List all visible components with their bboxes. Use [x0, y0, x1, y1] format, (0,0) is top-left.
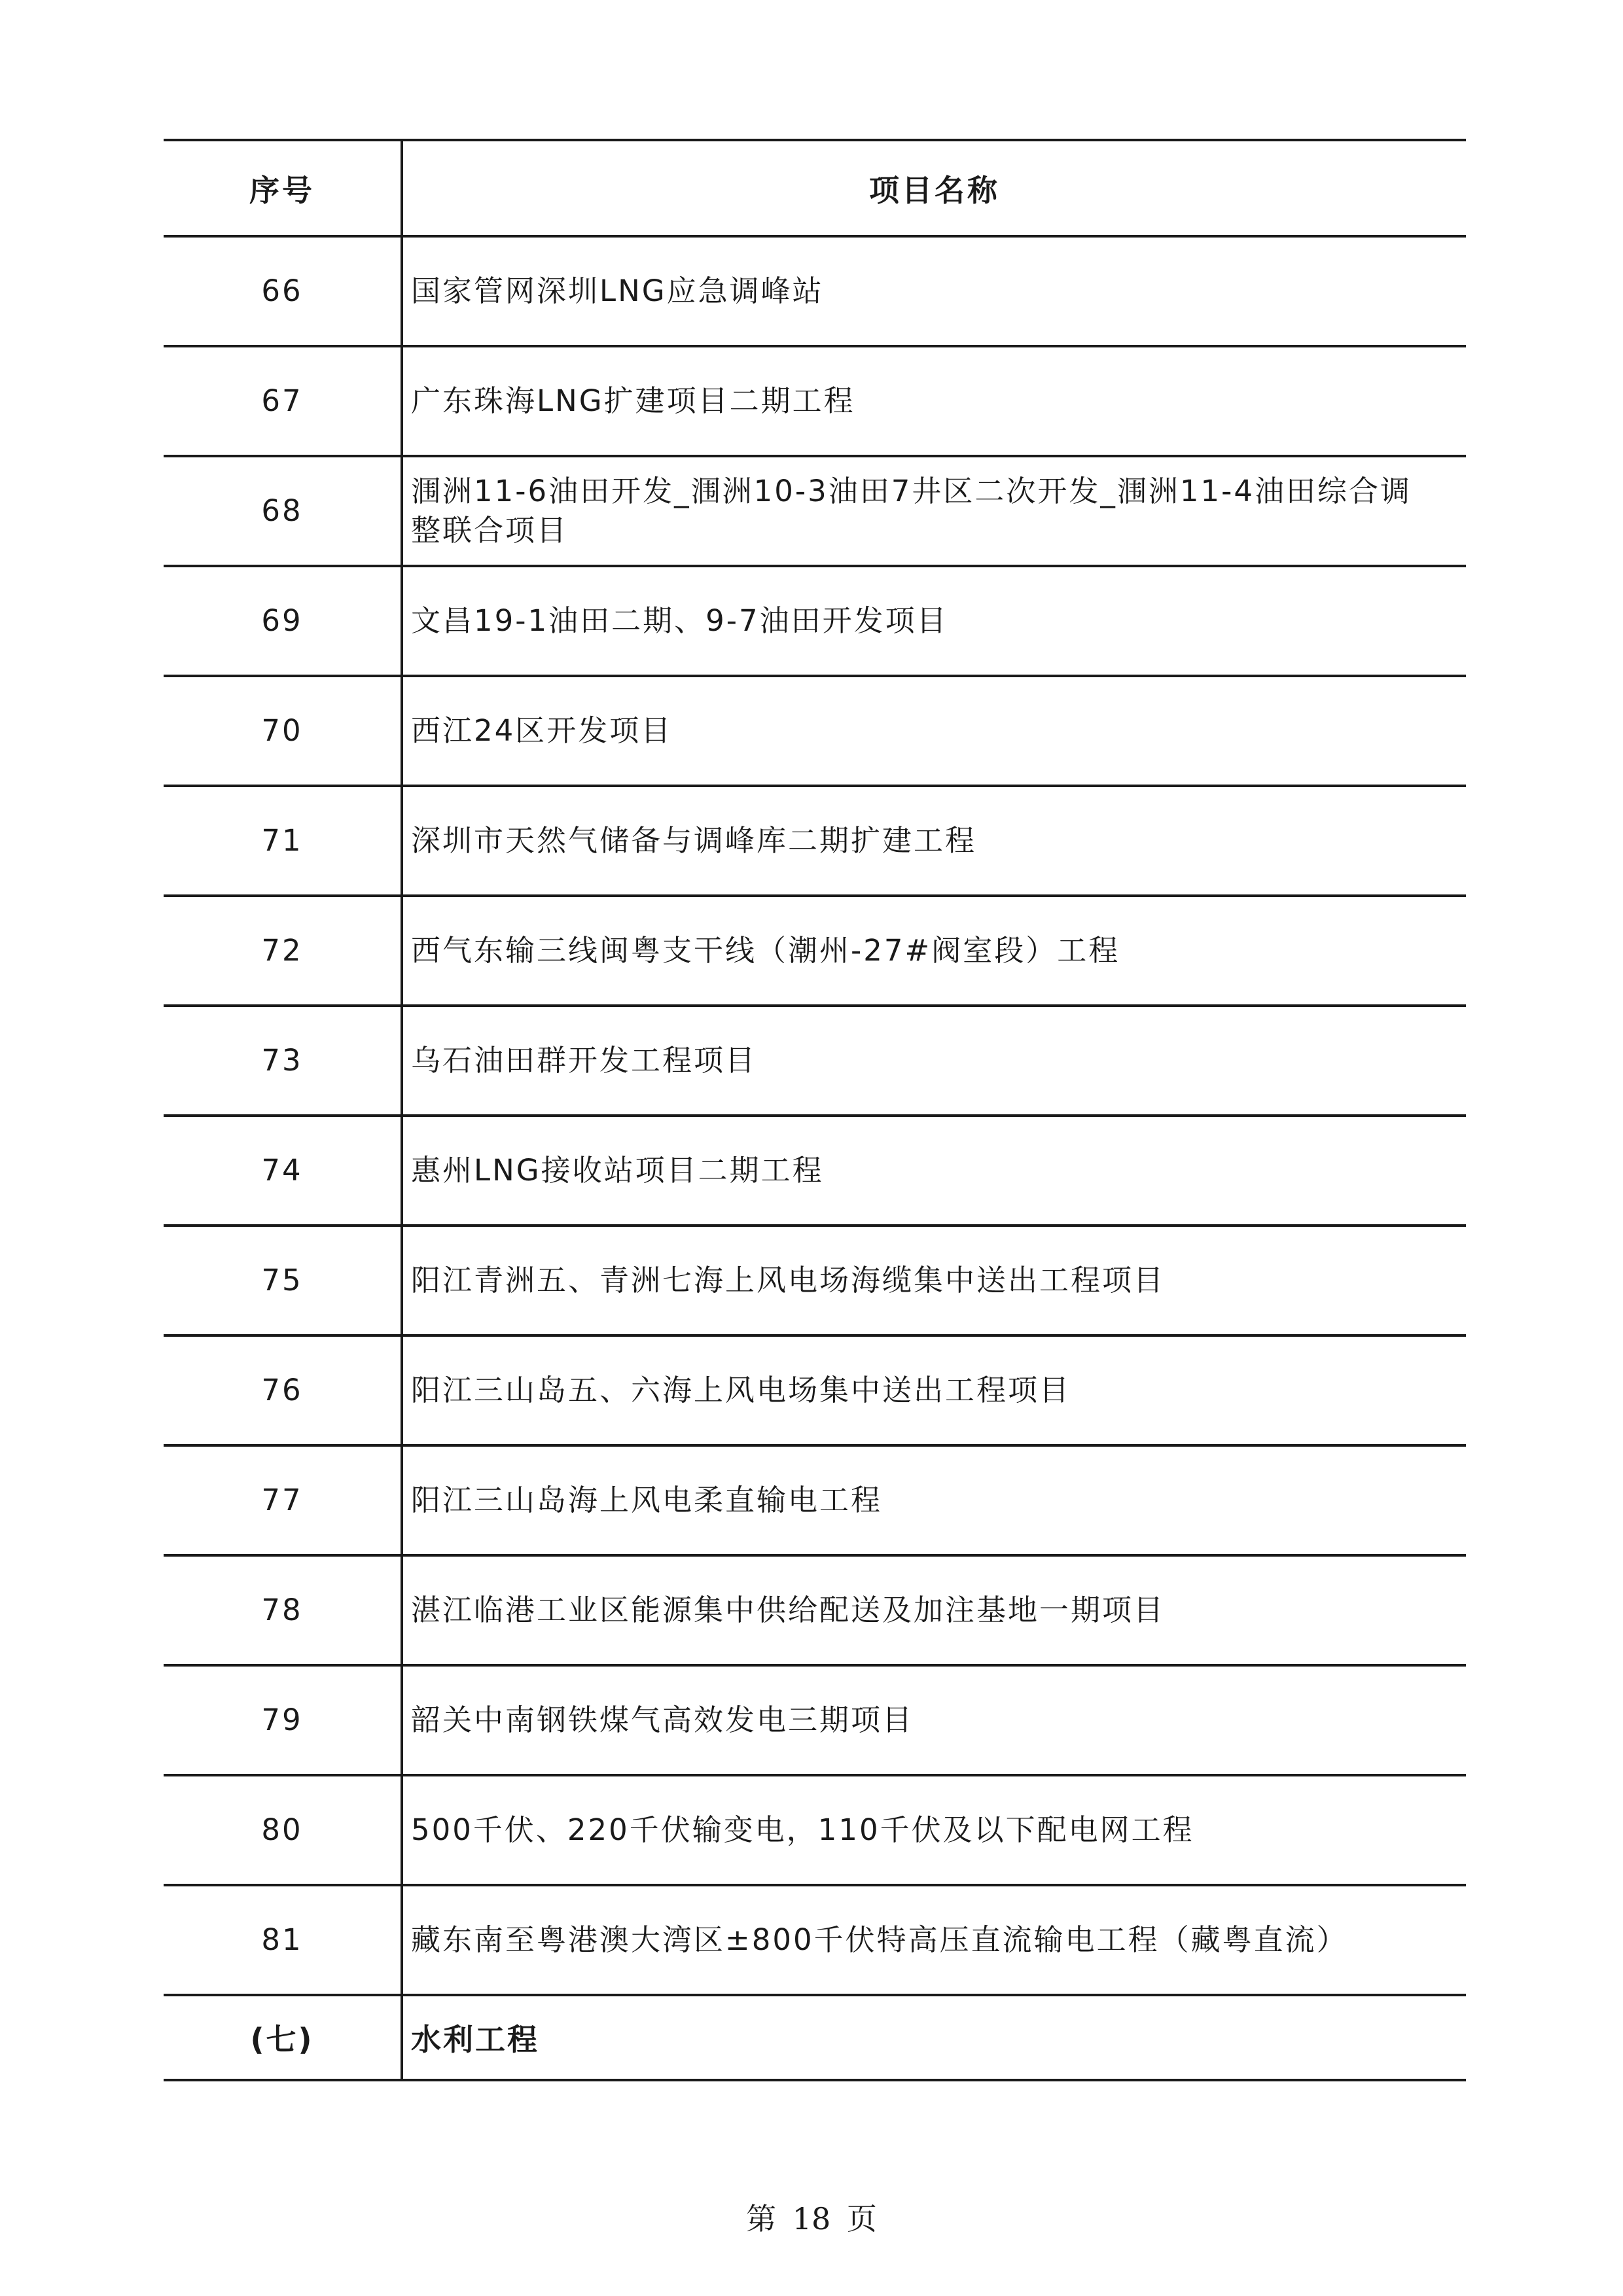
table-row	[164, 456, 1466, 566]
table-row	[164, 786, 1466, 896]
project-table	[164, 139, 1466, 2081]
row-seq: 69	[164, 566, 402, 676]
row-seq: 66	[164, 236, 402, 346]
page-number: 第 18 页	[746, 2201, 877, 2236]
row-seq: 74	[164, 1116, 402, 1226]
row-name: 韶关中南钢铁煤气高效发电三期项目	[402, 1665, 1466, 1775]
row-name: 乌石油田群开发工程项目	[402, 1006, 1466, 1116]
category-seq: (七)	[164, 1995, 402, 2080]
row-seq: 78	[164, 1555, 402, 1665]
row-name: 惠州LNG接收站项目二期工程	[402, 1116, 1466, 1226]
table-row	[164, 1116, 1466, 1226]
table-row	[164, 1445, 1466, 1555]
category-row	[164, 1995, 1466, 2080]
header-name: 项目名称	[402, 140, 1466, 236]
row-name: 文昌19-1油田二期、9-7油田开发项目	[402, 566, 1466, 676]
row-name: 阳江青洲五、青洲七海上风电场海缆集中送出工程项目	[402, 1226, 1466, 1335]
row-seq: 72	[164, 896, 402, 1006]
table-row	[164, 1006, 1466, 1116]
table-row	[164, 1885, 1466, 1995]
row-seq: 71	[164, 786, 402, 896]
row-seq: 77	[164, 1445, 402, 1555]
row-seq: 67	[164, 346, 402, 456]
row-name: 深圳市天然气储备与调峰库二期扩建工程	[402, 786, 1466, 896]
table-row	[164, 1665, 1466, 1775]
table-row	[164, 896, 1466, 1006]
category-name: 水利工程	[402, 1995, 1466, 2080]
row-seq: 81	[164, 1885, 402, 1995]
row-name: 湛江临港工业区能源集中供给配送及加注基地一期项目	[402, 1555, 1466, 1665]
row-name: 500千伏、220千伏输变电，110千伏及以下配电网工程	[402, 1775, 1466, 1885]
table-row	[164, 1555, 1466, 1665]
row-seq: 80	[164, 1775, 402, 1885]
row-seq: 75	[164, 1226, 402, 1335]
row-seq: 76	[164, 1335, 402, 1445]
table-row	[164, 236, 1466, 346]
row-seq: 68	[164, 456, 402, 566]
row-seq: 70	[164, 676, 402, 786]
table-row	[164, 566, 1466, 676]
table-row	[164, 676, 1466, 786]
row-name: 西江24区开发项目	[402, 676, 1466, 786]
row-name: 阳江三山岛海上风电柔直输电工程	[402, 1445, 1466, 1555]
header-seq: 序号	[164, 140, 402, 236]
row-seq: 73	[164, 1006, 402, 1116]
row-name: 国家管网深圳LNG应急调峰站	[402, 236, 1466, 346]
row-name: 藏东南至粤港澳大湾区±800千伏特高压直流输电工程（藏粤直流）	[402, 1885, 1466, 1995]
table-row	[164, 346, 1466, 456]
table-row	[164, 1775, 1466, 1885]
table-row	[164, 1335, 1466, 1445]
row-name: 涠洲11-6油田开发_涠洲10-3油田7井区二次开发_涠洲11-4油田综合调整联合项目	[402, 456, 1466, 566]
table-header-row	[164, 140, 1466, 236]
row-name: 西气东输三线闽粤支干线（潮州-27#阀室段）工程	[402, 896, 1466, 1006]
table-row	[164, 1226, 1466, 1335]
row-seq: 79	[164, 1665, 402, 1775]
row-name: 广东珠海LNG扩建项目二期工程	[402, 346, 1466, 456]
row-name: 阳江三山岛五、六海上风电场集中送出工程项目	[402, 1335, 1466, 1445]
